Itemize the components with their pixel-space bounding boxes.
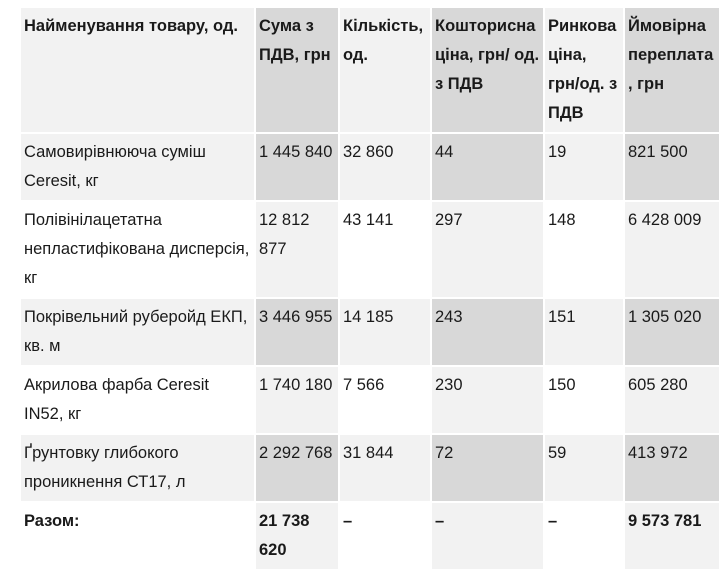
cell-overpayment: 821 500 bbox=[625, 134, 719, 200]
table-row bbox=[21, 367, 719, 433]
cell-estimate-price: 230 bbox=[432, 367, 543, 433]
cell-quantity: 32 860 bbox=[340, 134, 430, 200]
header-row bbox=[21, 8, 719, 132]
cell-quantity: 7 566 bbox=[340, 367, 430, 433]
cell-quantity: 43 141 bbox=[340, 202, 430, 297]
table-row bbox=[21, 134, 719, 200]
total-row bbox=[21, 503, 719, 569]
cell-product-name: Ґрунтовку глибокого проникнення СТ17, л bbox=[21, 435, 254, 501]
cell-market-price: 19 bbox=[545, 134, 623, 200]
cell-product-name: Самовирівнююча суміш Ceresit, кг bbox=[21, 134, 254, 200]
cell-market-price: 150 bbox=[545, 367, 623, 433]
total-market-price: – bbox=[545, 503, 623, 569]
cell-quantity: 31 844 bbox=[340, 435, 430, 501]
header-estimate-price: Кошторисна ціна, грн/ од. з ПДВ bbox=[432, 8, 543, 132]
cell-quantity: 14 185 bbox=[340, 299, 430, 365]
cell-overpayment: 6 428 009 bbox=[625, 202, 719, 297]
total-estimate-price: – bbox=[432, 503, 543, 569]
cell-estimate-price: 243 bbox=[432, 299, 543, 365]
cell-sum-with-vat: 2 292 768 bbox=[256, 435, 338, 501]
cell-overpayment: 1 305 020 bbox=[625, 299, 719, 365]
cell-sum-with-vat: 1 740 180 bbox=[256, 367, 338, 433]
cell-product-name: Акрилова фарба Ceresit IN52, кг bbox=[21, 367, 254, 433]
cell-market-price: 59 bbox=[545, 435, 623, 501]
cell-market-price: 148 bbox=[545, 202, 623, 297]
table-row bbox=[21, 202, 719, 297]
total-overpayment: 9 573 781 bbox=[625, 503, 719, 569]
total-label: Разом: bbox=[21, 503, 254, 569]
cell-market-price: 151 bbox=[545, 299, 623, 365]
header-overpayment: Ймовірна переплата, грн bbox=[625, 8, 719, 132]
cell-product-name: Покрівельний руберойд ЕКП, кв. м bbox=[21, 299, 254, 365]
cell-product-name: Полівінілацетатна непластифікована дисперсія, кг bbox=[21, 202, 254, 297]
header-quantity: Кількість, од. bbox=[340, 8, 430, 132]
header-product-name: Найменування товару, од. bbox=[21, 8, 254, 132]
total-sum-with-vat: 21 738 620 bbox=[256, 503, 338, 569]
cell-estimate-price: 297 bbox=[432, 202, 543, 297]
cell-sum-with-vat: 1 445 840 bbox=[256, 134, 338, 200]
header-market-price: Ринкова ціна, грн/од. з ПДВ bbox=[545, 8, 623, 132]
cell-overpayment: 413 972 bbox=[625, 435, 719, 501]
cell-sum-with-vat: 3 446 955 bbox=[256, 299, 338, 365]
cell-overpayment: 605 280 bbox=[625, 367, 719, 433]
cell-estimate-price: 72 bbox=[432, 435, 543, 501]
table-row bbox=[21, 299, 719, 365]
header-sum-with-vat: Сума з ПДВ, грн bbox=[256, 8, 338, 132]
cell-estimate-price: 44 bbox=[432, 134, 543, 200]
total-quantity: – bbox=[340, 503, 430, 569]
overpayment-table bbox=[19, 6, 721, 571]
cell-sum-with-vat: 12 812 877 bbox=[256, 202, 338, 297]
table-row bbox=[21, 435, 719, 501]
